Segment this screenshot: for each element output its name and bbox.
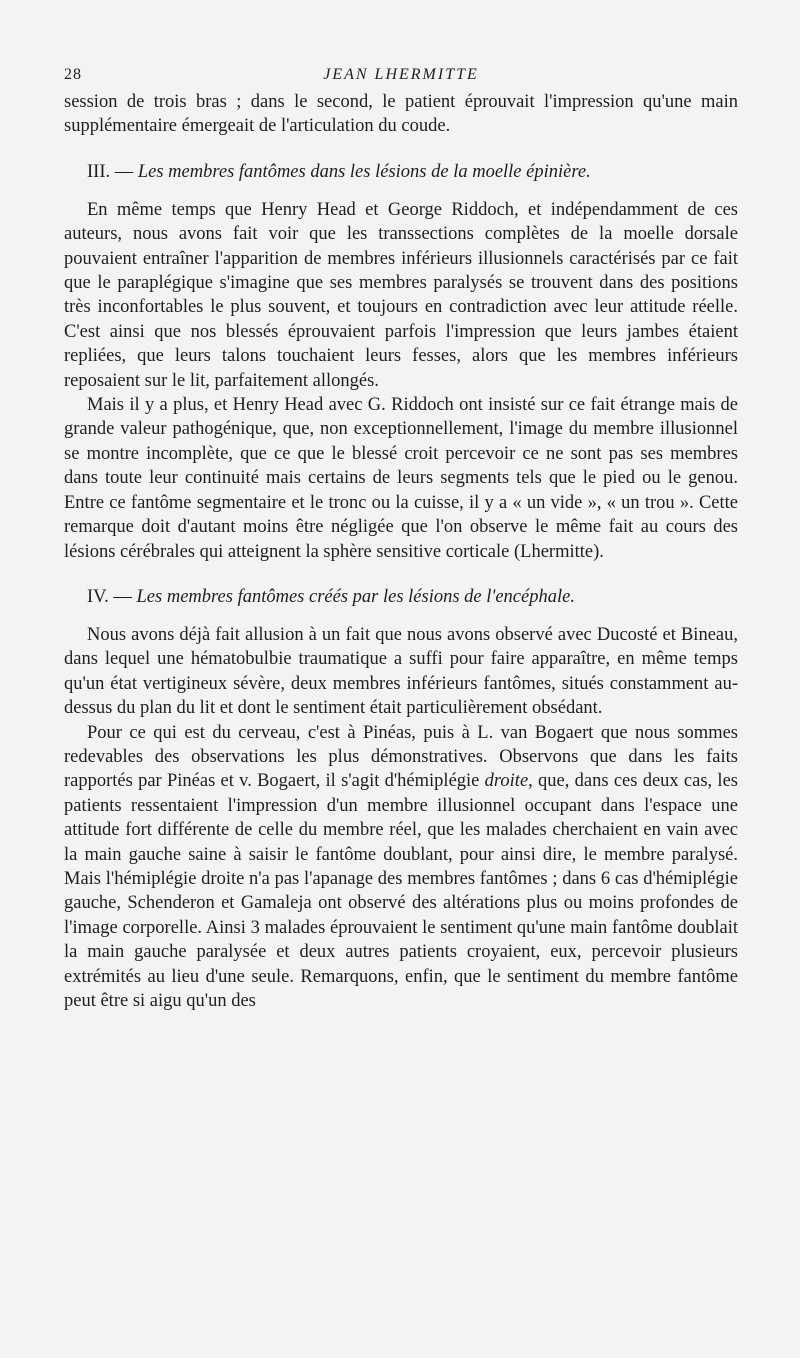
section-numeral: III. — (87, 161, 134, 182)
page (64, 66, 738, 1013)
section-heading-iv (64, 585, 738, 609)
paragraph-text: , que, dans ces deux cas, les patients ressentaient l'impression d'un membre illusionnel occupant dans l'espace une attitude fort différente de celle du membre réel, que les malades cherchaient en vain avec la main gauche saine à saisir le fantôme doublant, pour ainsi dire, le membre paralysé. Mais l'hémiplégie droite n'a pas l'apanage des membres fantômes ; dans 6 cas d'hémiplégie gauche, Schenderon et Gamaleja ont observé des altérations plus ou moins profondes de l'image corporelle. Ainsi 3 malades éprouvaient le sentiment qu'une main fantôme doublait la main gauche paralysée et deux autres patients croyaient, eux, percevoir plusieurs extrémités au lieu d'une seule. Remarquons, enfin, que le sentiment du membre fantôme peut être si aigu qu'un des (64, 771, 738, 1011)
emphasis-text: droite (484, 771, 529, 792)
paragraph-text: Pour ce qui est du cerveau, c'est à Pinéas, puis à L. van Bogaert que nous sommes redevables des observations les plus démonstratives. Observons que dans les faits rapportés par Pinéas et v. Bogaert, il s'agit d'hémiplégie (64, 722, 738, 792)
paragraph: En même temps que Henry Head et George Riddoch, et indépendamment de ces auteurs, nous avons fait voir que les transsections complètes de la moelle dorsale pouvaient entraîner l'apparition de membres inférieurs illusionnels caractérisés par ce fait que le paraplégique s'imagine que ses membres paralysés se trouvent dans des positions très inconfortables le plus souvent, et toujours en contradiction avec leur attitude réelle. C'est ainsi que nos blessés éprouvaient parfois l'impression que leurs jambes étaient repliées, que leurs talons touchaient leurs fesses, alors que les membres inférieurs reposaient sur le lit, parfaitement allongés. (64, 199, 738, 391)
page-header (64, 66, 738, 90)
paragraph-continued: session de trois bras ; dans le second, le patient éprouvait l'impression qu'une main supplémentaire émergeait de l'articulation du coude. (64, 92, 738, 137)
body-text (64, 90, 738, 1013)
section-title: Les membres fantômes créés par les lésions de l'encéphale. (136, 586, 575, 607)
paragraph: Nous avons déjà fait allusion à un fait que nous avons observé avec Ducosté et Bineau, dans lequel une hématobulbie traumatique a suffi pour faire apparaître, en même temps qu'un état vertigineux sévère, deux membres inférieurs fantômes, situés constamment au-dessus du plan du lit et dont le sentiment était particulièrement obsédant. (64, 624, 738, 719)
section-title: Les membres fantômes dans les lésions de la moelle épinière. (137, 161, 591, 182)
page-number: 28 (64, 66, 82, 83)
section-heading-iii (64, 160, 738, 184)
paragraph: Mais il y a plus, et Henry Head avec G. Riddoch ont insisté sur ce fait étrange mais de grande valeur pathogénique, que, non exceptionnellement, l'image du membre illusionnel se montre incomplète, que ce que le blessé croit percevoir ce ne sont pas ses membres dans toute leur continuité mais certains de leurs segments tels que le pied ou le genou. Entre ce fantôme segmentaire et le tronc ou la cuisse, il y a « un vide », « un trou ». Cette remarque doit d'autant moins être négligée que l'on observe le même fait au cours des lésions cérébrales qui atteignent la sphère sensitive corticale (Lhermitte). (64, 395, 738, 562)
running-title: JEAN LHERMITTE (323, 66, 479, 83)
paragraph (64, 721, 738, 1014)
section-numeral: IV. — (87, 586, 132, 607)
